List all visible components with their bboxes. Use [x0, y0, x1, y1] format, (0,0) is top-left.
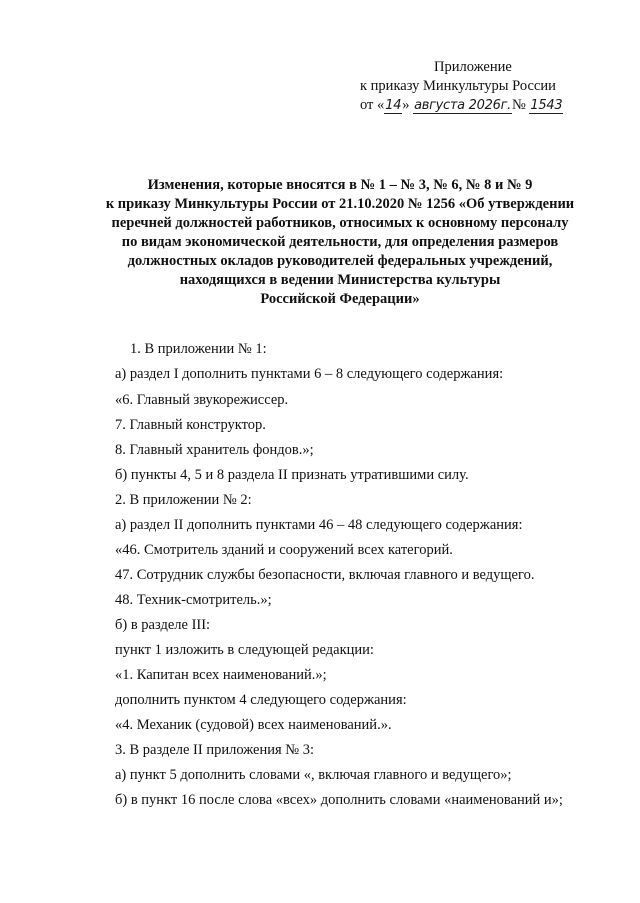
annex-title: Приложение: [434, 59, 512, 75]
date-prefix: от «: [360, 97, 385, 113]
date-mid: »: [402, 97, 410, 113]
paragraph: пункт 1 изложить в следующей редакции:: [115, 642, 374, 658]
paragraph: б) в пункт 16 после слова «всех» дополнить словами «наименований и»;: [115, 792, 563, 808]
paragraph: а) раздел I дополнить пунктами 6 – 8 следующего содержания:: [115, 366, 504, 382]
paragraph: 47. Сотрудник службы безопасности, включая главного и ведущего.: [115, 567, 535, 583]
title-line: Изменения, которые вносятся в № 1 – № 3, № 6, № 8 и № 9: [147, 177, 533, 193]
paragraph: 7. Главный конструктор.: [115, 417, 266, 433]
paragraph: а) пункт 5 дополнить словами «, включая главного и ведущего»;: [115, 767, 512, 783]
paragraph: дополнить пунктом 4 следующего содержания:: [115, 692, 407, 708]
handwritten-order-number: 1543: [530, 98, 563, 113]
number-prefix: №: [511, 97, 526, 113]
title-line: к приказу Минкультуры России от 21.10.2020 № 1256 «Об утверждении: [105, 196, 575, 212]
title-line: перечней должностей работников, относимых к основному персоналу: [111, 215, 569, 231]
paragraph: а) раздел II дополнить пунктами 46 – 48 следующего содержания:: [115, 517, 523, 533]
title-line: находящихся в ведении Министерства культуры: [179, 272, 501, 288]
paragraph: 48. Техник-смотритель.»;: [115, 592, 272, 608]
paragraph: 1. В приложении № 1:: [130, 341, 267, 357]
annex-date-number: [360, 96, 620, 115]
paragraph: 2. В приложении № 2:: [115, 492, 252, 508]
title-line: должностных окладов руководителей федеральных учреждений,: [127, 253, 553, 269]
handwritten-month-year: августа 2026г.: [414, 98, 511, 113]
handwritten-day: 14: [385, 98, 402, 113]
paragraph: б) пункты 4, 5 и 8 раздела II признать утратившими силу.: [115, 467, 469, 483]
document-title: [60, 176, 620, 309]
paragraph: «4. Механик (судовой) всех наименований.».: [115, 717, 392, 733]
annex-header: [360, 58, 620, 115]
annex-reference: к приказу Минкультуры России: [360, 78, 556, 94]
paragraph: «46. Смотритель зданий и сооружений всех категорий.: [115, 542, 453, 558]
title-line: Российской Федерации»: [260, 291, 420, 307]
paragraph: 3. В разделе II приложения № 3:: [115, 742, 315, 758]
paragraph: «6. Главный звукорежиссер.: [115, 392, 289, 408]
paragraph: 8. Главный хранитель фондов.»;: [115, 442, 314, 458]
paragraph: «1. Капитан всех наименований.»;: [115, 667, 327, 683]
paragraph: б) в разделе III:: [115, 617, 211, 633]
title-line: по видам экономической деятельности, для определения размеров: [121, 234, 559, 250]
